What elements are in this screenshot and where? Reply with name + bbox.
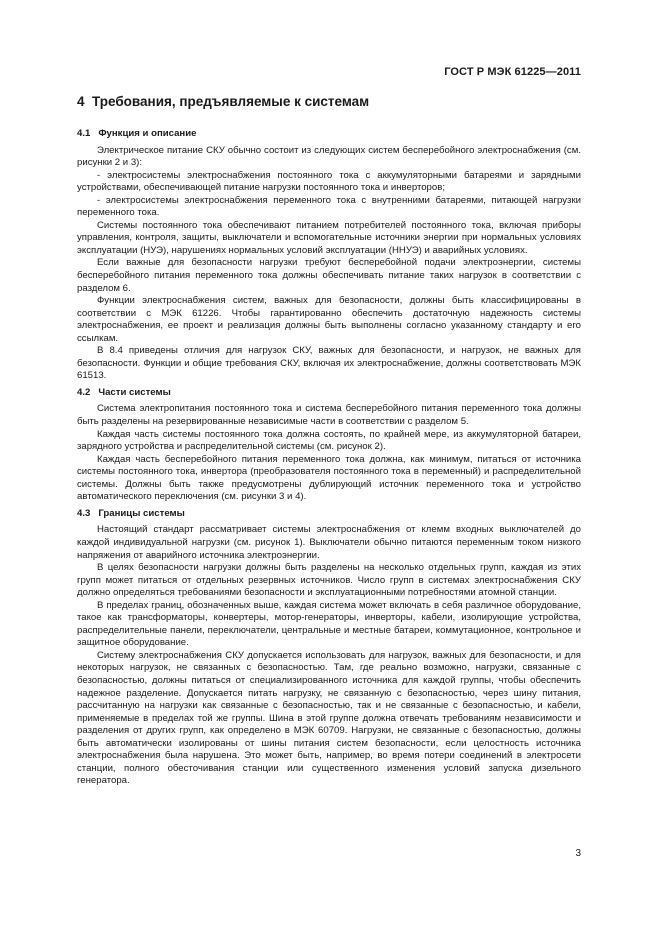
paragraph: Систему электроснабжения СКУ допускается использовать для нагрузок, важных для безопасности, и для некоторых нагрузок, не связанных с безопасностью. Там, где реально возможно, нагрузки, связанные с безопасностью, должны питаться от специализированного источника для каждой группы, чтобы обеспечить надежное разделение. Допускается питать нагрузку, не связанную с безопасностью, через шину питания, рассчитанную на нагрузки как связанные с безопасностью, так и не связанные с безопасностью, и кабели, применяемые в пределах той же группы. Шина в этой группе должна отвечать требованиям независимости и разделения от других групп, как определено в МЭК 60709. Нагрузки, не связанные с безопасностью, должны быть автоматически изолированы от шины питания систем безопасности, если целостность источника электроснабжения была нарушена. Это может быть, например, во время потери соединений в электросети станции, полного обесточивания станции или существенного изменения условий запуска дизельного генератора. <box>77 649 581 787</box>
section-number: 4 <box>77 94 85 109</box>
section-title: Требования, предъявляемые к системам <box>92 94 370 109</box>
subsection-heading-4-1 <box>77 128 581 141</box>
subsection-number: 4.1 <box>77 128 91 139</box>
subsection-number: 4.3 <box>77 507 91 519</box>
list-item: - электросистемы электроснабжения постоянного тока с аккумуляторными батареями и зарядными устройствами, обеспечивающей питание нагрузки постоянного тока и инверторов; <box>77 169 581 194</box>
subsection-heading-4-3 <box>77 508 581 521</box>
subsection-title: Границы системы <box>98 507 185 519</box>
paragraph: Функции электроснабжения систем, важных для безопасности, должны быть классифицированы в соответствии с МЭК 61226. Чтобы гарантированно обеспечить достаточную надежность системы электроснабжения, ее проект и реализация должны быть выполнены согласно указанному стандарту и его ссылкам. <box>77 295 581 344</box>
paragraph: Настоящий стандарт рассматривает системы электроснабжения от клемм входных выключателей до каждой индивидуальной нагрузки (см. рисунок 1). Выключатели обычно питаются переменным током низкого напряжения от аварийного источника электроэнергии. <box>77 524 581 561</box>
subsection-title: Части системы <box>98 386 171 398</box>
paragraph: Если важные для безопасности нагрузки требуют бесперебойной подачи электроэнергии, системы бесперебойного питания переменного тока должны обеспечивать питание таких нагрузок в соответствии с разделом 6. <box>77 257 581 294</box>
paragraph: Каждая часть бесперебойного питания переменного тока должна, как минимум, питаться от источника системы постоянного тока, инвертора (преобразователя постоянного тока в переменный) и распределительной системы. Должны быть также предусмотрены дублирующий источник переменного тока и устройство автоматического переключения (см. рисунки 3 и 4). <box>77 453 581 503</box>
paragraph: Система электропитания постоянного тока и система бесперебойного питания переменного тока должны быть разделены на резервированные независимые части в соответствии с разделом 5. <box>77 403 581 428</box>
page-number: 3 <box>575 848 581 859</box>
paragraph: Каждая часть системы постоянного тока должна состоять, по крайней мере, из аккумуляторной батареи, зарядного устройства и распределительной системы (см. рисунок 2). <box>77 428 581 453</box>
paragraph: В целях безопасности нагрузки должны быть разделены на несколько отдельных групп, каждая из этих групп может питаться от отдельных резервных источников. Число групп в системах электроснабжения СКУ должно определяться требованиями безопасности и эксплуатационными потребностями атомной станции. <box>77 562 581 599</box>
subsection-number: 4.2 <box>77 386 91 398</box>
paragraph: В 8.4 приведены отличия для нагрузок СКУ, важных для безопасности, и нагрузок, не важных для безопасности. Функции и общие требования СКУ, включая их электроснабжение, должны соответствовать МЭК 61513. <box>77 345 581 382</box>
subsection-heading-4-2 <box>77 387 581 400</box>
list-item: - электросистемы электроснабжения переменного тока с внутренними батареями, питающей нагрузки переменного тока. <box>77 194 581 219</box>
paragraph: Системы постоянного тока обеспечивают питанием потребителей постоянного тока, включая приборы управления, контроля, защиты, выключатели и вспомогательные источники энергии при нормальных условиях эксплуатации (НУЭ), нарушениях нормальных условий эксплуатации (ННУЭ) и аварийных условиях. <box>77 219 581 256</box>
paragraph: В пределах границ, обозначенных выше, каждая система может включать в себя различное оборудование, такое как трансформаторы, конвертеры, мотор-генераторы, инверторы, кабели, изолирующие устройства, распределительные панели, переключатели, центральные и местные батареи, коммутационное, контрольное и защитное оборудование. <box>77 599 581 649</box>
paragraph: Электрическое питание СКУ обычно состоит из следующих систем бесперебойного электроснабжения (см. рисунки 2 и 3): <box>77 144 581 169</box>
subsection-title: Функция и описание <box>98 128 197 139</box>
document-body <box>77 124 581 788</box>
document-header-id: ГОСТ Р МЭК 61225—2011 <box>444 66 581 78</box>
section-heading <box>77 94 369 109</box>
